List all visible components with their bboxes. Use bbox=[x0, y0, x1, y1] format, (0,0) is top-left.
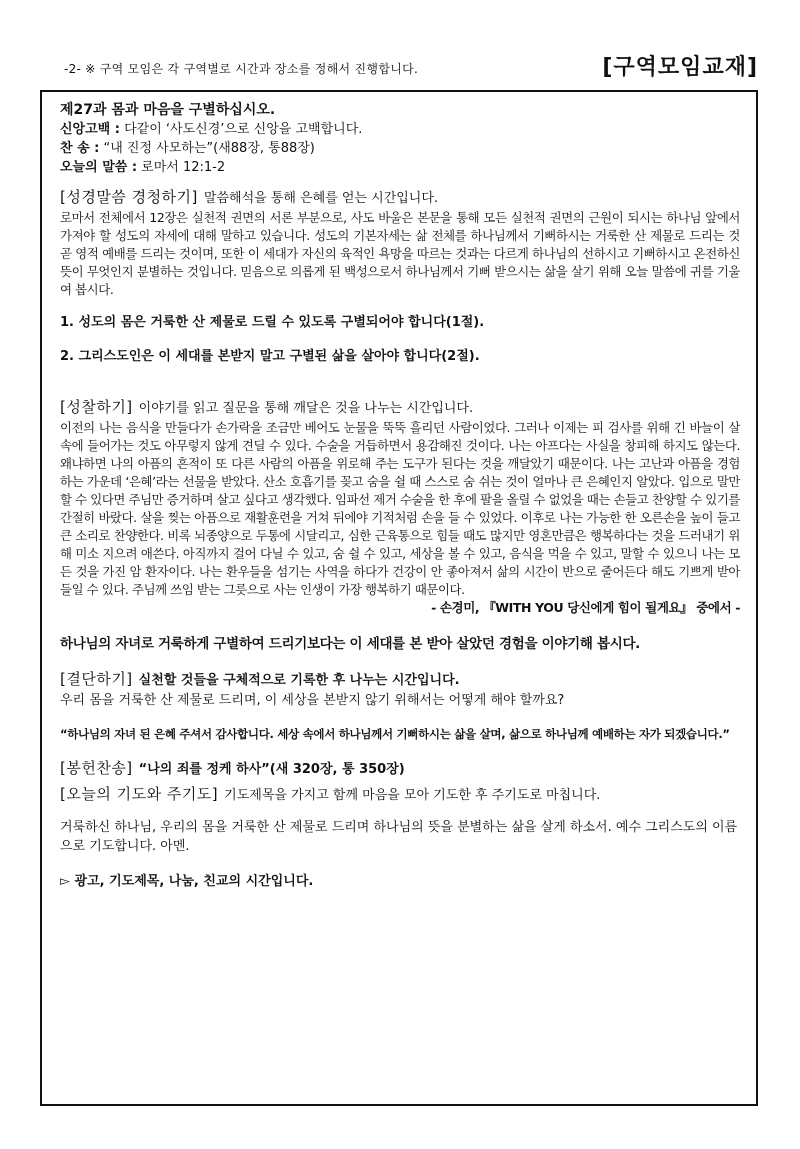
hymn-text: “내 진정 사모하는”(새88장, 통88장) bbox=[99, 141, 315, 156]
creed-text: 다같이 ‘사도신경’으로 신앙을 고백합니다. bbox=[119, 122, 363, 137]
bible-section-body: 로마서 전체에서 12장은 실천적 권면의 서론 부분으로, 사도 바울은 본문을 통해 모든 실천적 권면의 근원이 되시는 하나님 앞에서 가져야 할 성도의 자세에 대해 말하고 있습니다. 성도의 기본자세는 삶 전체를 하나님께서 기뻐하시는 거룩한 산 제물로 드리는 것 곧 영적 예배를 드리는 것이며, 또한 이 세대가 자신의 육적인 욕망을 따르는 것과는 다르게 하나님의 선하시고 기뻐하시고 온전하신 뜻이 무엇인지 분별하는 것입니다. 믿음으로 의롭게 된 백성으로서 하나님께서 기뻐 받으시는 삶을 살기 위해 오늘 말씀에 귀를 기울여 봅시다. bbox=[60, 210, 740, 297]
word-line bbox=[60, 158, 740, 177]
lesson-title: 제27과 몸과 마음을 구별하십시오. bbox=[60, 102, 276, 118]
reflect-section-tag: [성찰하기] bbox=[60, 398, 133, 416]
reflect-question: 하나님의 자녀로 거룩하게 구별하여 드리기보다는 이 세대를 본 받아 살았던 경험을 이야기해 봅시다. bbox=[60, 636, 641, 652]
creed-label: 신앙고백 : bbox=[60, 122, 120, 137]
reflect-story: 이전의 나는 음식을 만들다가 손가락을 조금만 베어도 눈물을 뚝뚝 흘리던 사람이었다. 그러나 이제는 피 검사를 위해 긴 바늘이 살 속에 들어가는 것도 아무렇지 않게 견딜 수 있다. 수술을 거듭하면서 용감해진 것이다. 나는 아프다는 사실을 창피해 하지도 않는다. 왜냐하면 나의 아픔의 흔적이 또 다른 사람의 아픔을 위로해 주는 도구가 된다는 것을 깨달았기 때문이다. 나는 고난과 아픔을 경험하는 가운데 ‘은혜’라는 선물을 받았다. 산소 호흡기를 꽂고 숨을 쉴 때 스스로 숨 쉬는 것이 얼마나 큰 은혜인지 알았다. 입으로 말만 할 수 있다면 주님만 증거하며 살고 싶다고 생각했다. 임파선 제거 수술을 한 후에 팔을 올릴 수 없었을 때는 손들고 찬양할 수 있기를 간절히 바랐다. 살을 찢는 아픔으로 재활훈련을 거쳐 뒤에야 기적처럼 손을 들 수 있었다. 이후로 나는 가능한 한 오른손을 높이 들고 큰 소리로 찬양한다. 비록 뇌종양으로 두통에 시달리고, 심한 근육통으로 힘들 때도 많지만 영혼만큼은 행복하다는 것을 드러내기 위해 미소 지으려 애쓴다. 아직까지 걸어 다닐 수 있고, 숨 쉴 수 있고, 세상을 볼 수 있고, 음식을 먹을 수 있고, 말할 수 있으니 나는 모든 것을 가진 암 환자이다. 나는 환우들을 섬기는 사역을 하다가 건강이 안 좋아져서 삶의 시간이 반으로 줄어든다 해도 기쁘게 받아들일 수 있다. 주님께 쓰임 받는 그릇으로 사는 인생이 가장 행복하기 때문이다. bbox=[60, 420, 740, 597]
point-1: 1. 성도의 몸은 거룩한 산 제물로 드릴 수 있도록 구별되어야 합니다(1절). bbox=[60, 315, 485, 330]
page-header bbox=[40, 50, 760, 84]
closing-announcement: ▻ 광고, 기도제목, 나눔, 친교의 시간입니다. bbox=[60, 874, 314, 889]
hymn-label: 찬 송 : bbox=[60, 141, 100, 156]
bible-section-tag: [성경말씀 경청하기] bbox=[60, 188, 198, 206]
lesson-content bbox=[60, 100, 740, 889]
document-title: [구역모임교재] bbox=[602, 55, 758, 80]
decision-section-tag: [결단하기] bbox=[60, 670, 133, 688]
story-source: - 손경미, 『WITH YOU 당신에게 힘이 될게요』 중에서 - bbox=[431, 600, 740, 615]
decision-section-intro: 실천할 것들을 구체적으로 기록한 후 나누는 시간입니다. bbox=[138, 673, 460, 688]
prayer-section-intro: 기도제목을 가지고 함께 마음을 모아 기도한 후 주기도로 마칩니다. bbox=[224, 788, 601, 803]
decision-question: 우리 몸을 거룩한 산 제물로 드리며, 이 세상을 본받지 않기 위해서는 어떻게 해야 할까요? bbox=[60, 693, 565, 708]
offering-hymn: “나의 죄를 정케 하사”(새 320장, 통 350장) bbox=[138, 762, 405, 777]
bible-section-head bbox=[60, 187, 740, 209]
point-2: 2. 그리스도인은 이 세대를 본받지 말고 구별된 삶을 살아야 합니다(2절). bbox=[60, 349, 480, 364]
decision-section-head bbox=[60, 669, 740, 691]
closing-prayer: 거룩하신 하나님, 우리의 몸을 거룩한 산 제물로 드리며 하나님의 뜻을 분별하는 삶을 살게 하소서. 예수 그리스도의 이름으로 기도합니다. 아멘. bbox=[60, 820, 738, 854]
reflect-section-intro: 이야기를 읽고 질문을 통해 깨달은 것을 나누는 시간입니다. bbox=[138, 401, 474, 416]
offering-section-tag: [봉헌찬송] bbox=[60, 759, 133, 777]
page-note: -2- ※ 구역 모임은 각 구역별로 시간과 장소를 정해서 진행합니다. bbox=[64, 62, 419, 76]
prayer-section-head bbox=[60, 784, 740, 806]
decision-quote: “하나님의 자녀 된 은혜 주셔서 감사합니다. 세상 속에서 하나님께서 기뻐하시는 삶을 살며, 삶으로 하나님께 예배하는 자가 되겠습니다.” bbox=[60, 727, 730, 741]
reflect-section-head bbox=[60, 397, 740, 419]
content-frame bbox=[40, 90, 758, 1106]
offering-section-head bbox=[60, 758, 740, 780]
creed-line bbox=[60, 120, 740, 139]
bible-section-intro: 말씀해석을 통해 은혜를 얻는 시간입니다. bbox=[203, 191, 439, 206]
prayer-section-tag: [오늘의 기도와 주기도] bbox=[60, 785, 219, 803]
word-text: 로마서 12:1-2 bbox=[137, 160, 226, 175]
word-label: 오늘의 말씀 : bbox=[60, 160, 138, 175]
hymn-line bbox=[60, 139, 740, 158]
